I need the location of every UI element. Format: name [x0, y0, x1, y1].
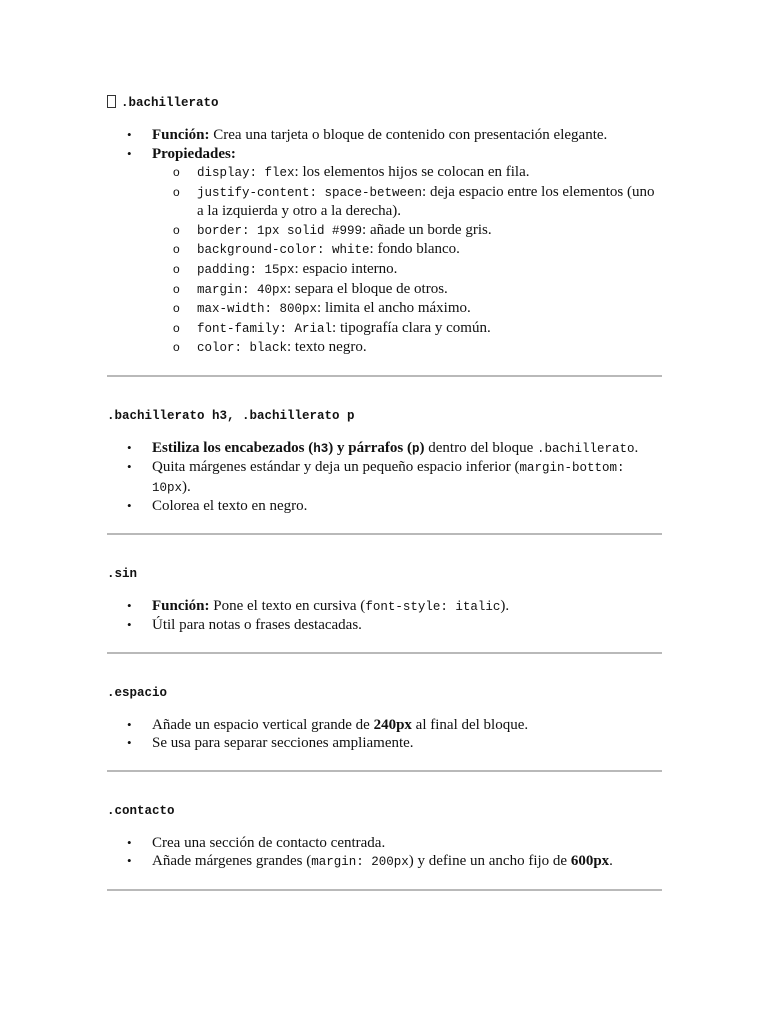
section-divider — [107, 375, 662, 377]
missing-glyph-box-icon — [107, 95, 116, 108]
property-item: o border: 1px solid #999: añade un borde gris. — [173, 221, 492, 238]
section-divider — [107, 770, 662, 772]
list-item: • Se usa para separar secciones ampliamente. — [127, 735, 414, 752]
bullet-icon: • — [127, 459, 132, 475]
list-item: • Función: Crea una tarjeta o bloque de contenido con presentación elegante. — [127, 127, 608, 143]
section-contacto — [107, 800, 662, 891]
list-item: • Estiliza los encabezados (h3) y párrafos (p) dentro del bloque .bachillerato. — [127, 439, 639, 456]
section-title: .bachillerato h3, .bachillerato p — [107, 408, 355, 423]
list-item: • Crea una sección de contacto centrada. — [127, 834, 386, 851]
section-sin — [107, 563, 662, 654]
sub-bullet-icon: o — [173, 184, 180, 199]
bullet-icon: • — [127, 834, 132, 850]
list-item: • Añade márgenes grandes (margin: 200px) y define un ancho fijo de 600px. — [127, 853, 613, 870]
bullet-icon: • — [127, 145, 132, 161]
section-bachillerato — [107, 92, 662, 377]
section-divider — [107, 889, 662, 891]
bullet-list — [107, 834, 662, 872]
bullet-icon: • — [127, 735, 132, 751]
section-title: .contacto — [107, 803, 175, 818]
bullet-icon: • — [127, 853, 132, 869]
section-title: .espacio — [107, 685, 168, 700]
bullet-icon: • — [127, 597, 132, 613]
list-item: • Propiedades: o display: flex: los elementos hijos se colocan en fila. o justify-content: space-between: deja espacio entre los elementos (uno a la izquierda y otro a la derecha). o border: 1px solid #999: añade un borde gris. o background-color: white: fondo blanco. o padding: 15px: espacio interno. o margin: 40px: separa el bloque de otros. o max-width: 800px: limita el ancho máximo. o font-family: Arial: tipografía clara y común. o color: black: texto negro. — [107, 145, 662, 358]
list-item: • Añade un espacio vertical grande de 240px al final del bloque. — [127, 716, 529, 733]
sub-bullet-icon: o — [173, 222, 180, 237]
bullet-list — [107, 126, 662, 358]
bullet-list — [107, 439, 662, 516]
property-item: o color: black: texto negro. — [173, 339, 367, 356]
section-bachillerato-h3-p — [107, 405, 662, 535]
section-espacio — [107, 682, 662, 772]
sub-bullet-icon: o — [173, 281, 180, 296]
list-item: • Función: Pone el texto en cursiva (font-style: italic). — [127, 597, 510, 614]
sub-bullet-icon: o — [173, 261, 180, 276]
section-title: .bachillerato — [107, 92, 662, 114]
bullet-icon: • — [127, 127, 132, 142]
section-divider — [107, 533, 662, 535]
list-item: • Colorea el texto en negro. — [127, 498, 308, 515]
sub-bullet-icon: o — [173, 242, 180, 257]
sub-bullet-icon: o — [173, 165, 180, 179]
bullet-list — [107, 597, 662, 635]
bullet-icon: • — [127, 498, 132, 514]
sub-bullet-icon: o — [173, 301, 180, 316]
property-item: o justify-content: space-between: deja espacio entre los elementos (uno a la izquierda y otro a la derecha). — [173, 183, 655, 220]
property-item: o max-width: 800px: limita el ancho máximo. — [173, 300, 471, 317]
property-item: o padding: 15px: espacio interno. — [173, 260, 398, 277]
section-divider — [107, 652, 662, 654]
properties-list — [152, 163, 662, 358]
document-page — [107, 92, 662, 891]
sub-bullet-icon: o — [173, 340, 180, 355]
bullet-list — [107, 716, 662, 753]
bullet-icon: • — [127, 716, 132, 732]
property-item: o font-family: Arial: tipografía clara y común. — [173, 319, 491, 336]
property-item: o background-color: white: fondo blanco. — [173, 241, 460, 258]
section-title: .sin — [107, 566, 138, 581]
list-item: • Útil para notas o frases destacadas. — [127, 617, 362, 634]
property-item: o display: flex: los elementos hijos se colocan en fila. — [173, 164, 530, 180]
list-item: • Quita márgenes estándar y deja un pequeño espacio inferior (margin-bottom: 10px). — [127, 459, 625, 495]
property-item: o margin: 40px: separa el bloque de otros. — [173, 280, 448, 297]
bullet-icon: • — [127, 617, 132, 633]
bullet-icon: • — [127, 439, 132, 455]
sub-bullet-icon: o — [173, 320, 180, 335]
